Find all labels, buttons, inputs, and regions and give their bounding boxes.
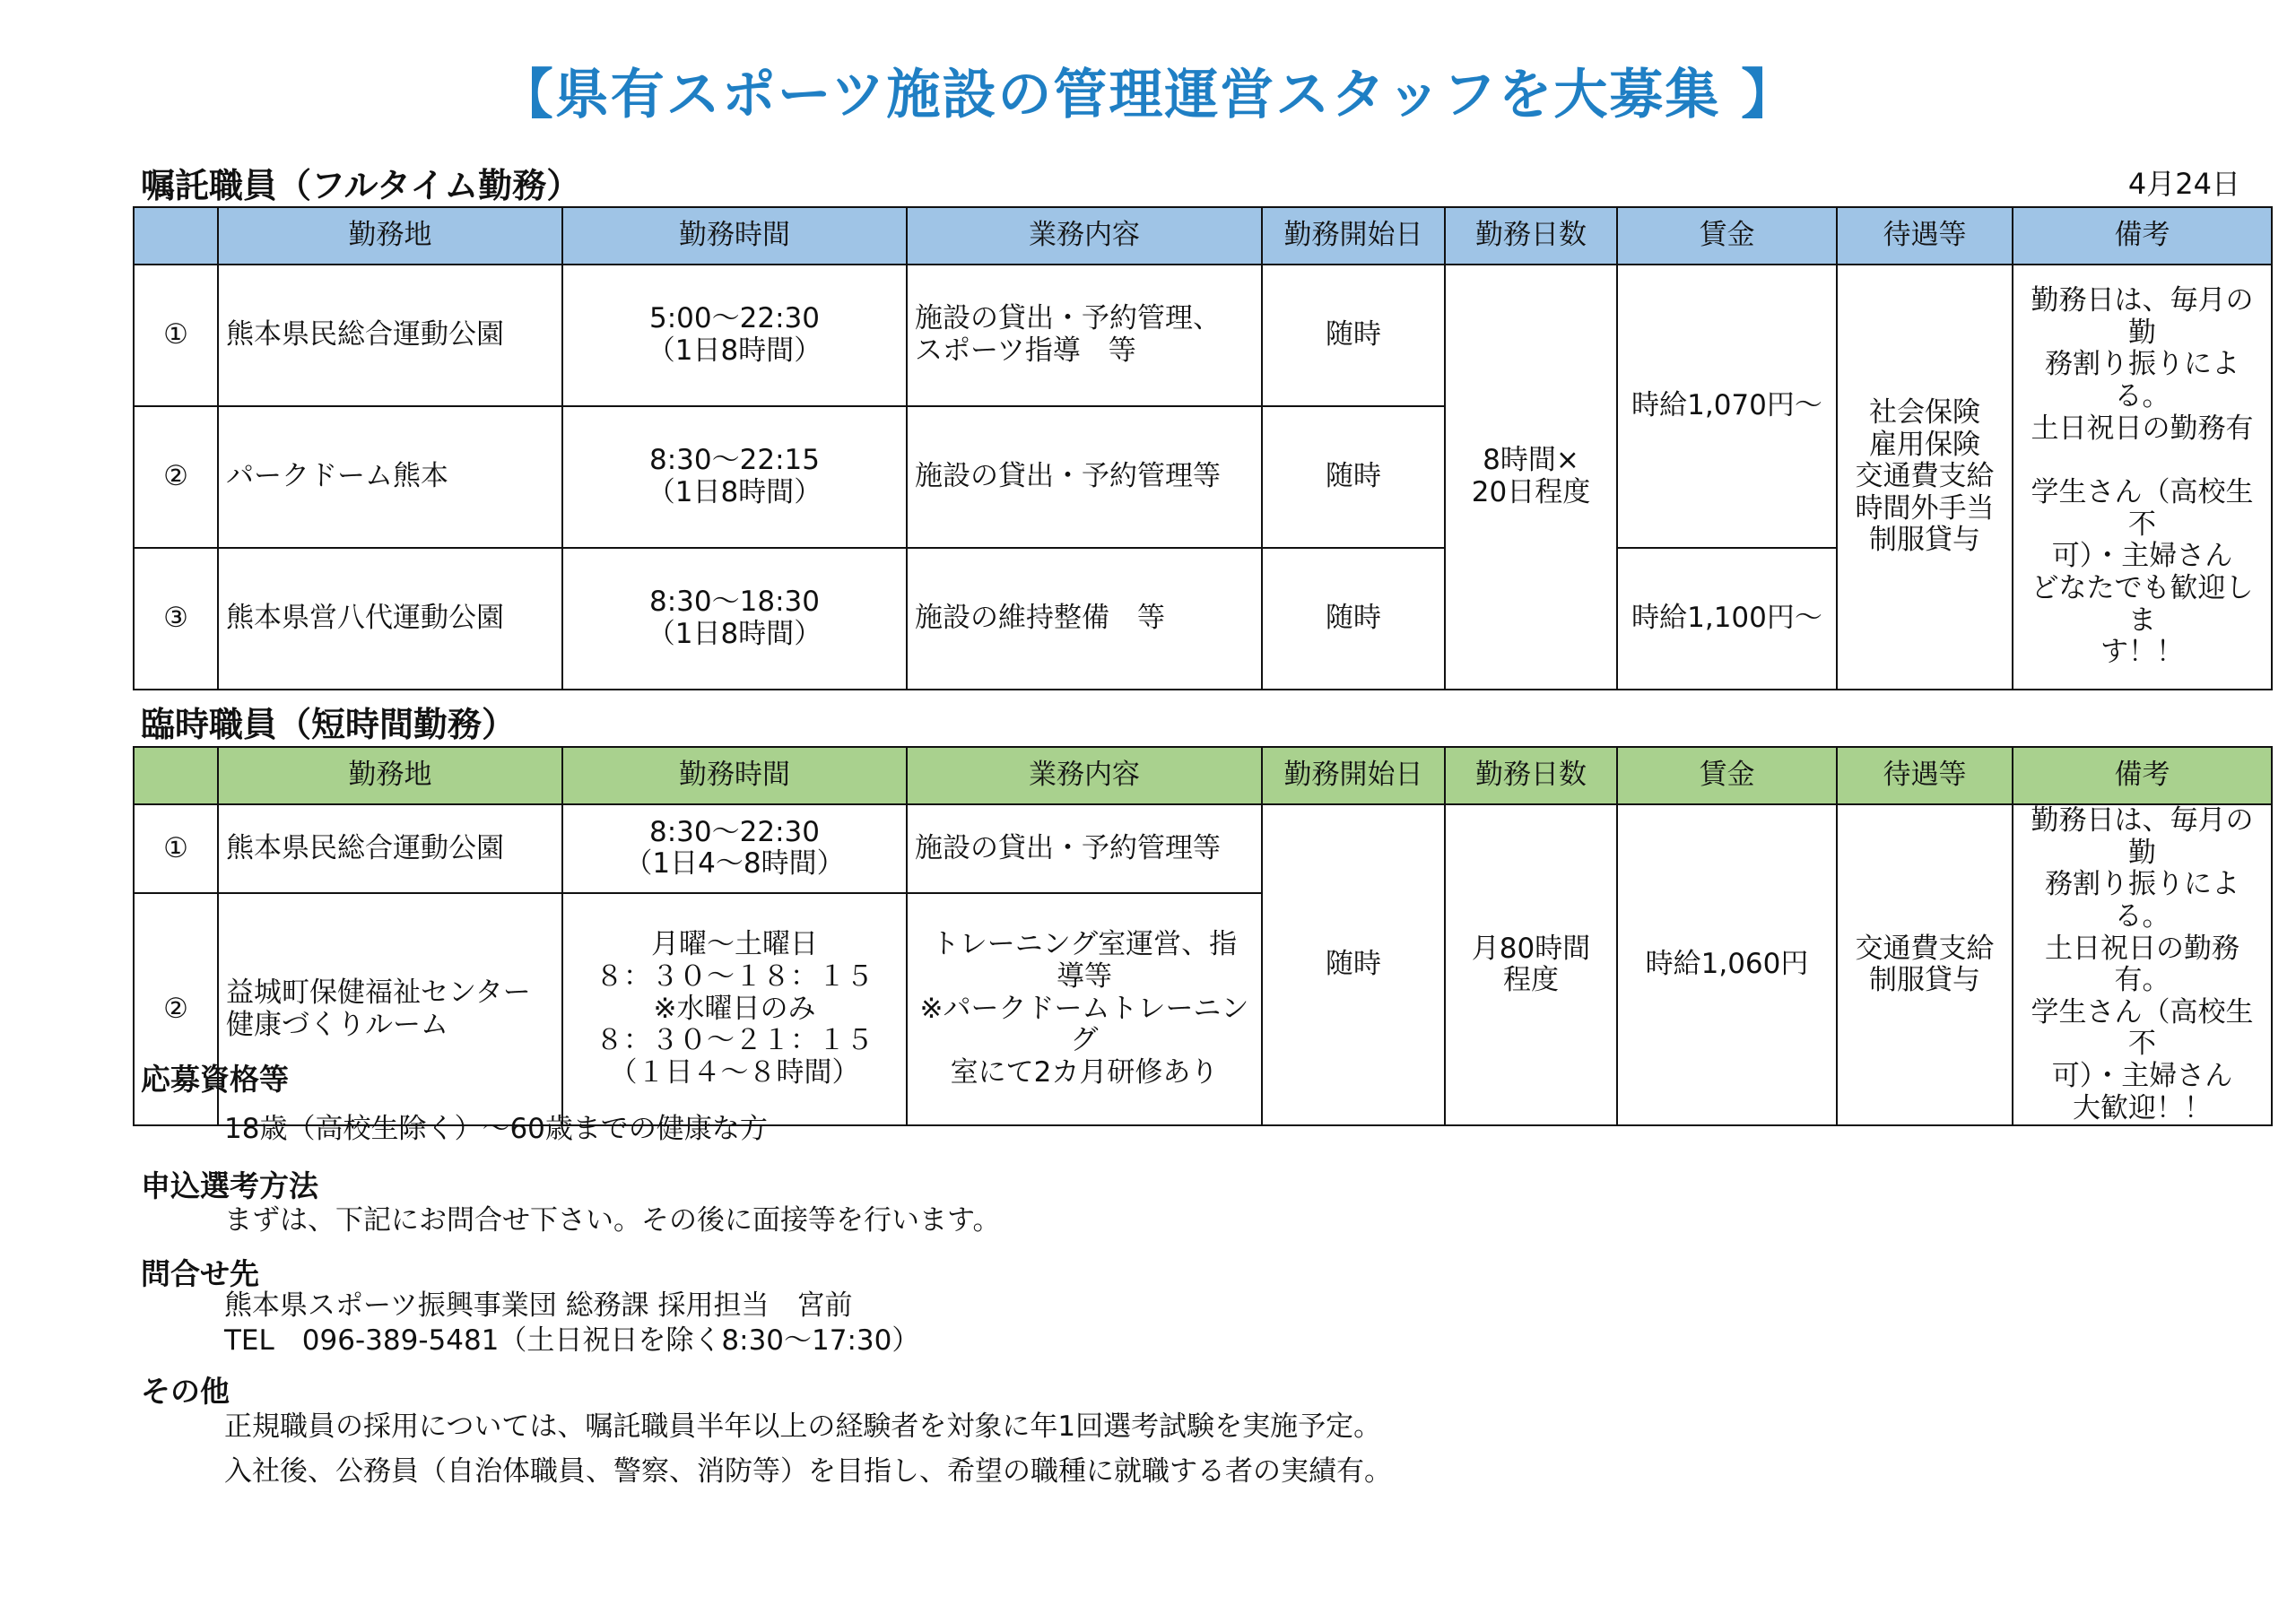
other-text-1: 正規職員の採用については、嘱託職員半年以上の経験者を対象に年1回選考試験を実施予定。 — [224, 1410, 1382, 1443]
duties-cell: 施設の維持整備 等 — [907, 548, 1262, 690]
col-header-blank — [134, 207, 218, 265]
days-line: 月80時間 — [1471, 932, 1591, 965]
col-header-duties: 業務内容 — [907, 747, 1262, 804]
notes-line: 学生さん（高校生不 — [2031, 995, 2254, 1061]
col-header-duties: 業務内容 — [907, 207, 1262, 265]
other-heading: その他 — [141, 1374, 230, 1409]
notes-line: 可）・主婦さん — [2051, 1060, 2233, 1093]
hours-line: 8:30～22:15 — [649, 444, 820, 477]
col-header-days: 勤務日数 — [1445, 747, 1617, 804]
location-line: 健康づくりルーム — [226, 1008, 448, 1041]
notes-line: 務割り振りによる。 — [2045, 348, 2239, 413]
duties-cell: 施設の貸出・予約管理等 — [907, 804, 1262, 893]
location-line: 益城町保健福祉センター — [226, 976, 531, 1009]
col-header-notes: 備考 — [2013, 207, 2272, 265]
notes-line: す！！ — [2100, 636, 2184, 669]
row-number: ② — [134, 893, 218, 1126]
fulltime-header-row — [134, 207, 2272, 265]
duties-line: トレーニング室運営、指 — [931, 928, 1238, 961]
duties-line: 室にて2カ月研修あり — [950, 1056, 1219, 1089]
contact-phone: TEL 096-389-5481（土日祝日を除く8:30～17:30） — [224, 1324, 920, 1357]
location-cell: 熊本県営八代運動公園 — [218, 548, 562, 690]
hours-line: （1日8時間） — [647, 476, 822, 508]
hours-line: （1日8時間） — [647, 334, 822, 367]
notes-line: 土日祝日の勤務有 — [2031, 412, 2254, 445]
hours-cell — [562, 265, 907, 406]
date-label: 4月24日 — [2127, 167, 2240, 201]
col-header-location: 勤務地 — [218, 747, 562, 804]
notes-line: 学生さん（高校生不 — [2031, 476, 2254, 541]
benefits-line: 交通費支給 — [1855, 932, 1995, 965]
duties-cell — [907, 893, 1262, 1126]
fulltime-table — [133, 206, 2273, 690]
application-text: まずは、下記にお問合せ下さい。その後に面接等を行います。 — [224, 1204, 1001, 1237]
location-cell: 熊本県民総合運動公園 — [218, 265, 562, 406]
benefits-line: 交通費支給 — [1855, 460, 1995, 493]
hours-line: 月曜～土曜日 — [651, 928, 818, 961]
notes-line — [2021, 445, 2264, 477]
notes-line: 大歓迎！！ — [2073, 1091, 2212, 1124]
col-header-start: 勤務開始日 — [1262, 207, 1445, 265]
row-number: ③ — [134, 548, 218, 690]
contact-heading: 問合せ先 — [141, 1256, 259, 1291]
col-header-days: 勤務日数 — [1445, 207, 1617, 265]
wage-cell: 時給1,070円～ — [1617, 265, 1837, 548]
qualification-heading: 応募資格等 — [141, 1062, 289, 1097]
col-header-blank — [134, 747, 218, 804]
hours-line: 5:00～22:30 — [649, 302, 820, 335]
temporary-table — [133, 746, 2273, 1126]
start-cell: 随時 — [1262, 265, 1445, 406]
duties-line: 施設の貸出・予約管理、 — [915, 302, 1221, 335]
other-text-2: 入社後、公務員（自治体職員、警察、消防等）を目指し、希望の職種に就職する者の実績有。 — [224, 1455, 1392, 1488]
hours-cell — [562, 406, 907, 548]
benefits-cell — [1837, 804, 2013, 1125]
start-cell: 随時 — [1262, 804, 1445, 1125]
wage-cell: 時給1,060円 — [1617, 804, 1837, 1125]
benefits-line: 制服貸与 — [1869, 524, 1980, 557]
start-cell: 随時 — [1262, 406, 1445, 548]
benefits-cell — [1837, 265, 2013, 690]
days-line: 20日程度 — [1471, 476, 1591, 508]
notes-line: 務割り振りによる。 — [2045, 868, 2239, 933]
benefits-line: 社会保険 — [1869, 395, 1980, 429]
page-title: 【県有スポーツ施設の管理運営スタッフを大募集 】 — [499, 64, 1797, 126]
benefits-line: 雇用保険 — [1869, 428, 1980, 461]
col-header-notes: 備考 — [2013, 747, 2272, 804]
duties-line: スポーツ指導 等 — [915, 334, 1136, 367]
application-heading: 申込選考方法 — [141, 1168, 318, 1203]
col-header-benefits: 待遇等 — [1837, 747, 2013, 804]
benefits-line: 時間外手当 — [1855, 491, 1995, 525]
hours-line: 8:30～22:30 — [649, 815, 820, 848]
row-number: ② — [134, 406, 218, 548]
hours-line: ８：３０～２１：１５ — [596, 1024, 874, 1057]
notes-line: どなたでも歓迎しま — [2031, 571, 2254, 637]
qualification-text: 18歳（高校生除く）～60歳までの健康な方 — [224, 1113, 768, 1145]
duties-cell: 施設の貸出・予約管理等 — [907, 406, 1262, 548]
days-cell — [1445, 265, 1617, 690]
duties-line: 導等 — [1057, 960, 1112, 994]
row-number: ① — [134, 265, 218, 406]
col-header-hours: 勤務時間 — [562, 747, 907, 804]
notes-line: 勤務日は、毎月の勤 — [2031, 804, 2254, 869]
col-header-benefits: 待遇等 — [1837, 207, 2013, 265]
hours-line: （1日4～8時間） — [624, 847, 845, 881]
col-header-hours: 勤務時間 — [562, 207, 907, 265]
days-cell — [1445, 804, 1617, 1125]
col-header-wage: 賃金 — [1617, 747, 1837, 804]
benefits-line: 制服貸与 — [1869, 964, 1980, 997]
row-number: ① — [134, 804, 218, 893]
col-header-wage: 賃金 — [1617, 207, 1837, 265]
temporary-section-title: 臨時職員（短時間勤務） — [141, 705, 517, 744]
hours-cell — [562, 804, 907, 893]
hours-line: （1日8時間） — [647, 618, 822, 650]
hours-cell — [562, 893, 907, 1126]
days-line: 8時間× — [1483, 444, 1579, 477]
days-line: 程度 — [1503, 964, 1559, 997]
hours-cell — [562, 548, 907, 690]
wage-cell: 時給1,100円～ — [1617, 548, 1837, 690]
table-row — [134, 265, 2272, 406]
notes-line: 勤務日は、毎月の勤 — [2031, 284, 2254, 349]
location-cell: パークドーム熊本 — [218, 406, 562, 548]
temporary-header-row — [134, 747, 2272, 804]
hours-line: 8:30～18:30 — [649, 586, 820, 619]
notes-cell — [2013, 804, 2272, 1125]
fulltime-section-title: 嘱託職員（フルタイム勤務） — [141, 166, 581, 205]
notes-line: 土日祝日の勤務有。 — [2045, 932, 2239, 997]
notes-cell — [2013, 265, 2272, 690]
duties-line: ※パークドームトレーニング — [919, 992, 1249, 1057]
hours-line: ※水曜日のみ — [653, 992, 816, 1025]
contact-org: 熊本県スポーツ振興事業団 総務課 採用担当 宮前 — [224, 1289, 853, 1322]
duties-cell — [907, 265, 1262, 406]
contact-block — [224, 1289, 919, 1358]
col-header-location: 勤務地 — [218, 207, 562, 265]
col-header-start: 勤務開始日 — [1262, 747, 1445, 804]
hours-line: ８：３０～１８：１５ — [596, 960, 874, 994]
start-cell: 随時 — [1262, 548, 1445, 690]
table-row — [134, 804, 2272, 893]
hours-line: （１日４～８時間） — [609, 1056, 860, 1089]
location-cell: 熊本県民総合運動公園 — [218, 804, 562, 893]
notes-line: 可）・主婦さん — [2051, 540, 2233, 573]
